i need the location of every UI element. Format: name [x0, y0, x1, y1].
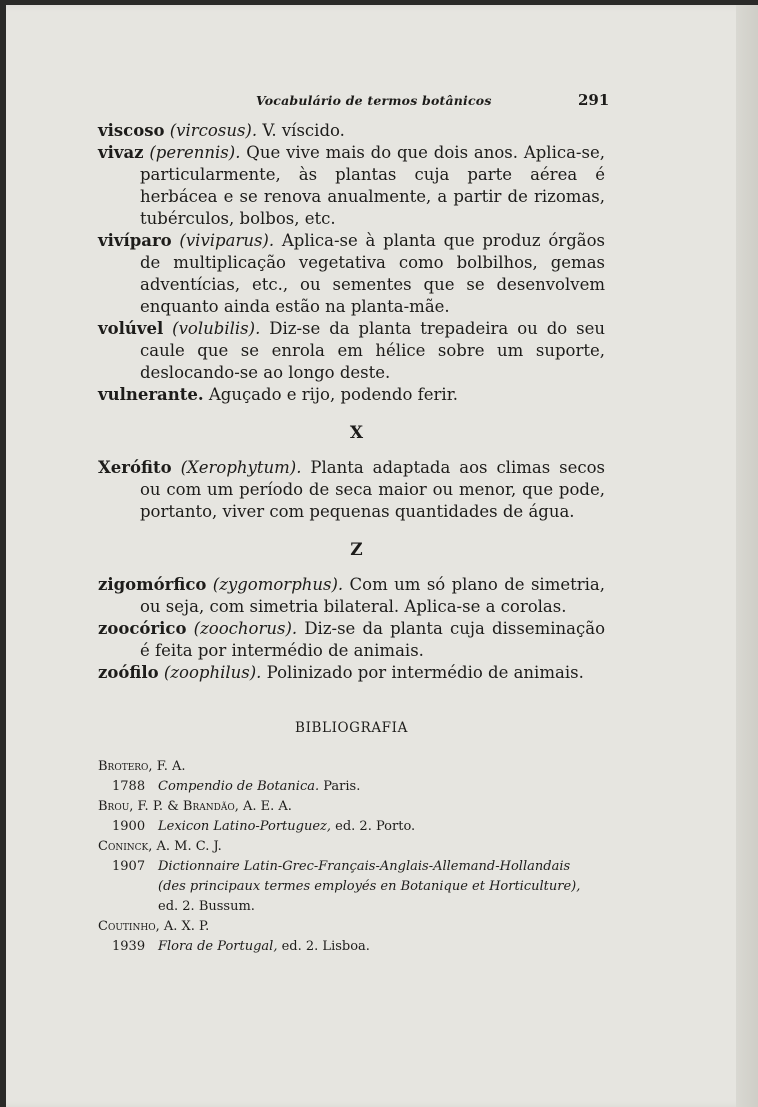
- entry-term: Xerófito: [98, 458, 172, 477]
- glossary-entry: [98, 457, 605, 523]
- bib-reference: [98, 857, 605, 917]
- bib-year: 1907: [112, 859, 146, 874]
- entry-latin-name: (zygomorphus).: [212, 575, 344, 594]
- bib-publication: ed. 2. Porto.: [331, 819, 416, 834]
- entry-latin-name: (zoophilus).: [163, 663, 262, 682]
- entry-term: vulnerante.: [98, 385, 204, 404]
- glossary-content: [98, 120, 605, 957]
- entry-latin-name: (Xerophytum).: [180, 458, 302, 477]
- entry-term: viscoso: [98, 121, 165, 140]
- bib-details: [158, 937, 598, 957]
- entry-definition: Diz-se da planta cuja disseminação é feita por intermédio de animais.: [140, 619, 605, 660]
- page-number: 291: [578, 91, 610, 109]
- entry-definition: Diz-se da planta trepadeira ou do seu caule que se enrola em hélice sobre um suporte, deslocando-se ao longo deste.: [140, 319, 605, 382]
- entry-term: vivaz: [98, 143, 144, 162]
- bib-publication: ed. 2. Lisboa.: [277, 939, 370, 954]
- glossary-entry: [98, 574, 605, 618]
- entries-z: [98, 574, 605, 684]
- bib-year: 1900: [112, 819, 146, 834]
- running-header: [6, 93, 758, 113]
- section-letter-x: X: [349, 423, 364, 443]
- glossary-entry: [98, 120, 605, 142]
- bibliography-list: [98, 757, 605, 957]
- bib-author: Coninck, A. M. C. J.: [98, 839, 222, 854]
- bib-details: [158, 857, 598, 917]
- bib-author: Coutinho, A. X. P.: [98, 919, 210, 934]
- entry-latin-name: (viviparus).: [179, 231, 275, 250]
- bib-author: Brotero, F. A.: [98, 759, 186, 774]
- glossary-entry: [98, 230, 605, 318]
- entry-term: vivíparo: [98, 231, 172, 250]
- bib-publication: ed. 2. Bussum.: [158, 899, 255, 914]
- bib-year: 1788: [112, 779, 146, 794]
- bib-details: [158, 817, 598, 837]
- bib-title: Lexicon Latino-Portuguez,: [158, 819, 332, 834]
- entry-latin-name: (zoochorus).: [193, 619, 298, 638]
- entry-definition: Que vive mais do que dois anos. Aplica-se, particularmente, às plantas cuja parte aérea é herbácea e se renova anualmente, a partir de rizomas, tubérculos, bolbos, etc.: [140, 143, 605, 228]
- glossary-entry: [98, 618, 605, 662]
- entry-definition: Com um só plano de simetria, ou seja, com simetria bilateral. Aplica-se a corolas.: [140, 575, 605, 616]
- bib-reference: [98, 937, 605, 957]
- entry-term: zigomórfico: [98, 575, 207, 594]
- glossary-entry: [98, 318, 605, 384]
- entry-definition: Aplica-se à planta que produz órgãos de multiplicação vegetativa como bolbilhos, gemas adventícias, etc., ou sementes que se desenvolvem enquanto ainda estão na planta-mãe.: [140, 231, 605, 316]
- glossary-entry: [98, 384, 605, 406]
- running-title: Vocabulário de termos botânicos: [256, 93, 492, 108]
- bib-author: Brou, F. P. & Brandão, A. E. A.: [98, 799, 292, 814]
- entry-latin-name: (volubilis).: [172, 319, 261, 338]
- entry-definition: Polinizado por intermédio de animais.: [261, 663, 584, 682]
- glossary-entry: [98, 662, 605, 684]
- bib-reference: [98, 777, 605, 797]
- bib-reference: [98, 817, 605, 837]
- glossary-entry: [98, 142, 605, 230]
- bibliography-heading: BIBLIOGRAFIA: [295, 720, 408, 736]
- entry-definition: Aguçado e rijo, podendo ferir.: [203, 385, 459, 404]
- entry-term: volúvel: [98, 319, 164, 338]
- entry-definition: Planta adaptada aos climas secos ou com um período de seca maior ou menor, que pode, portanto, viver com pequenas quantidades de água.: [140, 458, 606, 521]
- bib-year: 1939: [112, 939, 146, 954]
- section-letter-z: Z: [350, 540, 363, 560]
- entry-latin-name: (perennis).: [149, 143, 241, 162]
- page-layer: [6, 5, 758, 1107]
- bib-details: [158, 777, 598, 797]
- entry-term: zoófilo: [98, 663, 159, 682]
- entries-x: [98, 457, 605, 523]
- entry-definition: V. víscido.: [257, 121, 345, 140]
- bib-title: Dictionnaire Latin-Grec-Français-Anglais-Allemand-Hollandais (des principaux termes employés en Botanique et Horticulture),: [158, 859, 581, 894]
- entries-v: [98, 120, 605, 406]
- bib-publication: Paris.: [319, 779, 361, 794]
- bib-title: Flora de Portugal,: [158, 939, 278, 954]
- entry-term: zoocórico: [98, 619, 187, 638]
- bib-title: Compendio de Botanica.: [158, 779, 320, 794]
- entry-latin-name: (vircosus).: [169, 121, 258, 140]
